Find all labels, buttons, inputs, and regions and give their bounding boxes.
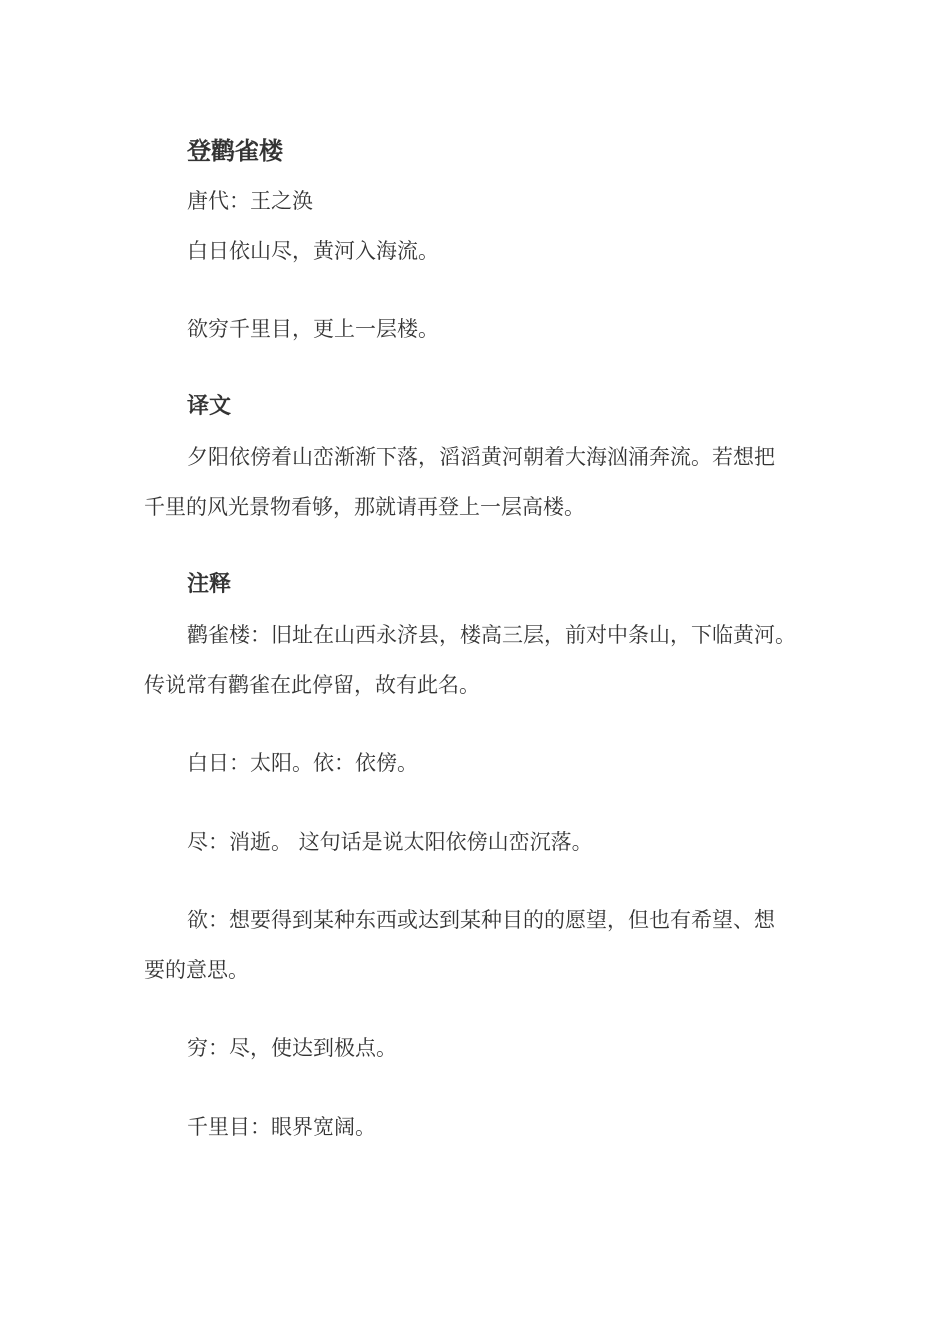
author-line: 唐代：王之涣	[187, 189, 313, 213]
note-1-line-1: 鹳雀楼：旧址在山西永济县，楼高三层，前对中条山，下临黄河。	[187, 623, 796, 647]
note-4-line-2: 要的意思。	[144, 958, 249, 982]
poem-title: 登鹳雀楼	[187, 137, 283, 165]
note-1-line-2: 传说常有鹳雀在此停留，故有此名。	[144, 673, 480, 697]
poem-line-2: 欲穷千里目，更上一层楼。	[187, 317, 439, 341]
poem-line-1: 白日依山尽，黄河入海流。	[187, 239, 439, 263]
note-6: 千里目：眼界宽阔。	[187, 1115, 376, 1139]
note-4-line-1: 欲：想要得到某种东西或达到某种目的的愿望，但也有希望、想	[187, 908, 775, 932]
notes-heading: 注释	[187, 572, 232, 597]
note-2: 白日：太阳。依：依傍。	[187, 751, 418, 775]
note-5: 穷：尽，使达到极点。	[187, 1036, 397, 1060]
note-3: 尽：消逝。 这句话是说太阳依傍山峦沉落。	[187, 830, 593, 854]
translation-text-line-1: 夕阳依傍着山峦渐渐下落，滔滔黄河朝着大海汹涌奔流。若想把	[187, 445, 775, 469]
translation-heading: 译文	[187, 394, 232, 419]
translation-text-line-2: 千里的风光景物看够，那就请再登上一层高楼。	[144, 495, 585, 519]
